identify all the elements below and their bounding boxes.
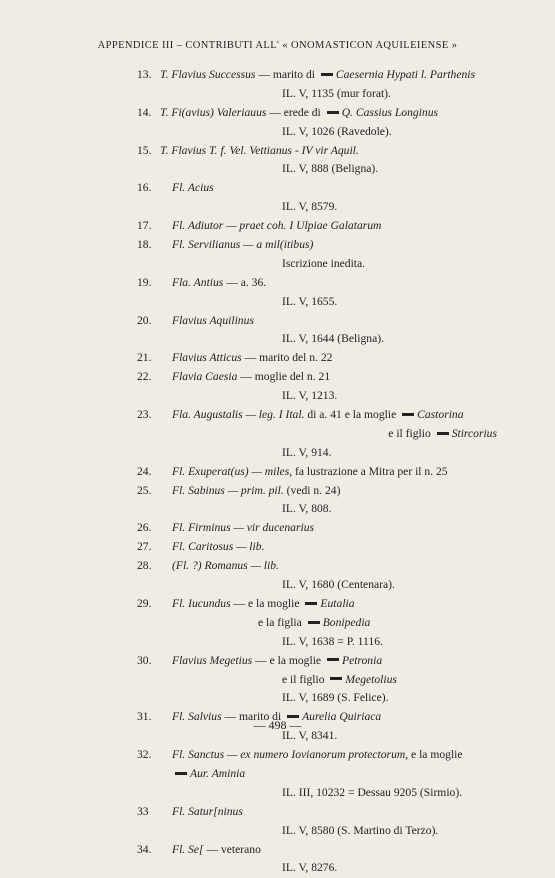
entry-line	[0, 217, 555, 236]
entry-text: Flavius Aquilinus	[172, 313, 254, 327]
source-ref: IL. V, 1655.	[282, 294, 338, 308]
entry-line	[0, 803, 555, 822]
entry-line	[0, 312, 555, 331]
entry-text: Fl. Iucundus — e la moglie Eutalia	[172, 596, 355, 610]
source-ref: IL. V, 8579.	[282, 200, 338, 214]
entry-text: Fl. Sabinus — prim. pil. (vedi n. 24)	[172, 483, 341, 497]
entry-text: Fl. Satur[ninus	[172, 804, 243, 818]
entry-line	[0, 274, 555, 293]
source-ref: IL. V, 808.	[282, 502, 332, 516]
source-ref: IL. V, 8580 (S. Martino di Terzo).	[282, 823, 439, 837]
source-ref: IL. V, 914.	[282, 445, 332, 459]
source-ref: IL. V, 1135 (mur forat).	[282, 86, 391, 100]
entry-text: T. Flavius Successus — marito di Caesernia Hypati l. Parthenis	[160, 68, 476, 81]
source-ref: IL. V, 1026 (Ravedole).	[282, 124, 392, 138]
entry-number: 21.	[137, 351, 152, 365]
entry-number: 18.	[137, 238, 152, 252]
entry-text: Flavius Atticus — marito del n. 22	[172, 351, 333, 365]
entry-line	[0, 104, 555, 123]
source-ref: Iscrizione inedita.	[282, 256, 366, 270]
daughter-mark	[308, 621, 320, 624]
heir-mark	[327, 111, 339, 114]
entry-number: 26.	[137, 521, 152, 535]
entry-text: Fl. Firminus — vir ducenarius	[172, 521, 315, 535]
entry-line	[0, 519, 555, 538]
wife-mark	[402, 413, 414, 416]
son-mark	[330, 677, 342, 680]
entry-text: Fl. Se[ — veterano	[172, 842, 261, 856]
entry-number: 23.	[137, 408, 152, 422]
entry-continuation: e il figlio Megetolius	[282, 672, 397, 686]
entry-text: Fla. Antius — a. 36.	[172, 275, 267, 289]
entry-text: T. Fi(avius) Valeriauus — erede di Q. Cassius Longinus	[160, 105, 439, 119]
entry-text: Fl. Salvius — marito di Aurelia Quiriaca	[172, 710, 382, 724]
source-ref: IL. V, 1644 (Beligna).	[282, 332, 384, 346]
entry-line	[0, 557, 555, 576]
entry-number: 27.	[137, 540, 152, 554]
entry-number: 14.	[137, 105, 152, 119]
entry-line	[0, 349, 555, 368]
entry-line	[0, 652, 555, 671]
entry-continuation: e la figlia Bonipedia	[258, 615, 371, 629]
entry-line	[0, 236, 555, 255]
entry-line	[0, 368, 555, 387]
source-ref: IL. V, 1638 = P. 1116.	[282, 634, 383, 648]
entry-number: 15.	[137, 143, 152, 157]
source-ref: IL. V, 1680 (Centenara).	[282, 578, 395, 592]
entry-line	[0, 841, 555, 860]
entry-text: Flavia Caesia — moglie del n. 21	[172, 370, 331, 384]
entry-number: 25.	[137, 483, 152, 497]
source-ref: IL. V, 1213.	[282, 389, 338, 403]
entry-line	[0, 179, 555, 198]
entry-number: 16.	[137, 181, 152, 195]
entry-list	[0, 66, 555, 878]
entry-line	[0, 746, 555, 765]
entry-number: 29.	[137, 596, 152, 610]
entry-text: T. Flavius T. f. Vel. Vettianus - IV vir Aquil.	[160, 143, 359, 157]
entry-number: 30.	[137, 653, 152, 667]
entry-text: Fl. Acius	[172, 181, 214, 195]
entry-text: Fl. Adiutor — praet coh. I Ulpiae Galatarum	[172, 219, 382, 233]
entry-text: Fl. Exuperat(us) — miles, fa lustrazione a Mitra per il n. 25	[172, 464, 448, 478]
wife-mark	[175, 772, 187, 775]
source-ref: IL. V, 1689 (S. Felice).	[282, 691, 389, 705]
wife-mark	[321, 73, 333, 76]
entry-text: Fla. Augustalis — leg. I Ital. di a. 41 e la moglie Castorina	[172, 408, 464, 422]
entry-text: Fl. Sanctus — ex numero Iovianorum protectorum, e la moglie	[172, 748, 463, 762]
source-ref: IL. III, 10232 = Dessau 9205 (Sirmio).	[282, 785, 463, 799]
entry-line	[0, 482, 555, 501]
entry-line	[0, 66, 555, 85]
wife-mark	[327, 658, 339, 661]
entry-continuation: Aur. Aminia	[172, 765, 245, 784]
source-ref: IL. V, 8341.	[282, 729, 338, 743]
entry-number: 19.	[137, 275, 152, 289]
entry-text: Flavius Megetius — e la moglie Petronia	[172, 653, 383, 667]
wife-mark	[305, 602, 317, 605]
running-header: APPENDICE III – CONTRIBUTI ALL' « ONOMASTICON AQUILEIENSE »	[97, 40, 458, 51]
entry-number: 33	[137, 804, 149, 818]
entry-continuation: e il figlio Stircorius	[388, 426, 497, 440]
entry-number: 22.	[137, 370, 152, 384]
source-ref: IL. V, 8276.	[282, 861, 338, 875]
entry-number: 24.	[137, 464, 152, 478]
entry-number: 34.	[137, 842, 152, 856]
entry-line	[0, 595, 555, 614]
entry-number: 13.	[137, 68, 152, 81]
son-mark	[437, 432, 449, 435]
entry-line	[0, 538, 555, 557]
page-number: — 498 —	[253, 718, 302, 732]
entry-line	[0, 142, 555, 161]
entry-line	[0, 406, 555, 425]
entry-number: 31.	[137, 710, 152, 724]
entry-number: 28.	[137, 559, 152, 573]
source-ref: IL. V, 888 (Beligna).	[282, 162, 379, 176]
entry-text: Fl. Caritosus — lib.	[172, 540, 265, 554]
entry-text: Fl. Servilianus — a mil(itibus)	[172, 238, 314, 252]
entry-number: 20.	[137, 313, 152, 327]
entry-line	[0, 463, 555, 482]
entry-number: 17.	[137, 219, 152, 233]
entry-number: 32.	[137, 748, 152, 762]
entry-text: (Fl. ?) Romanus — lib.	[172, 559, 279, 573]
